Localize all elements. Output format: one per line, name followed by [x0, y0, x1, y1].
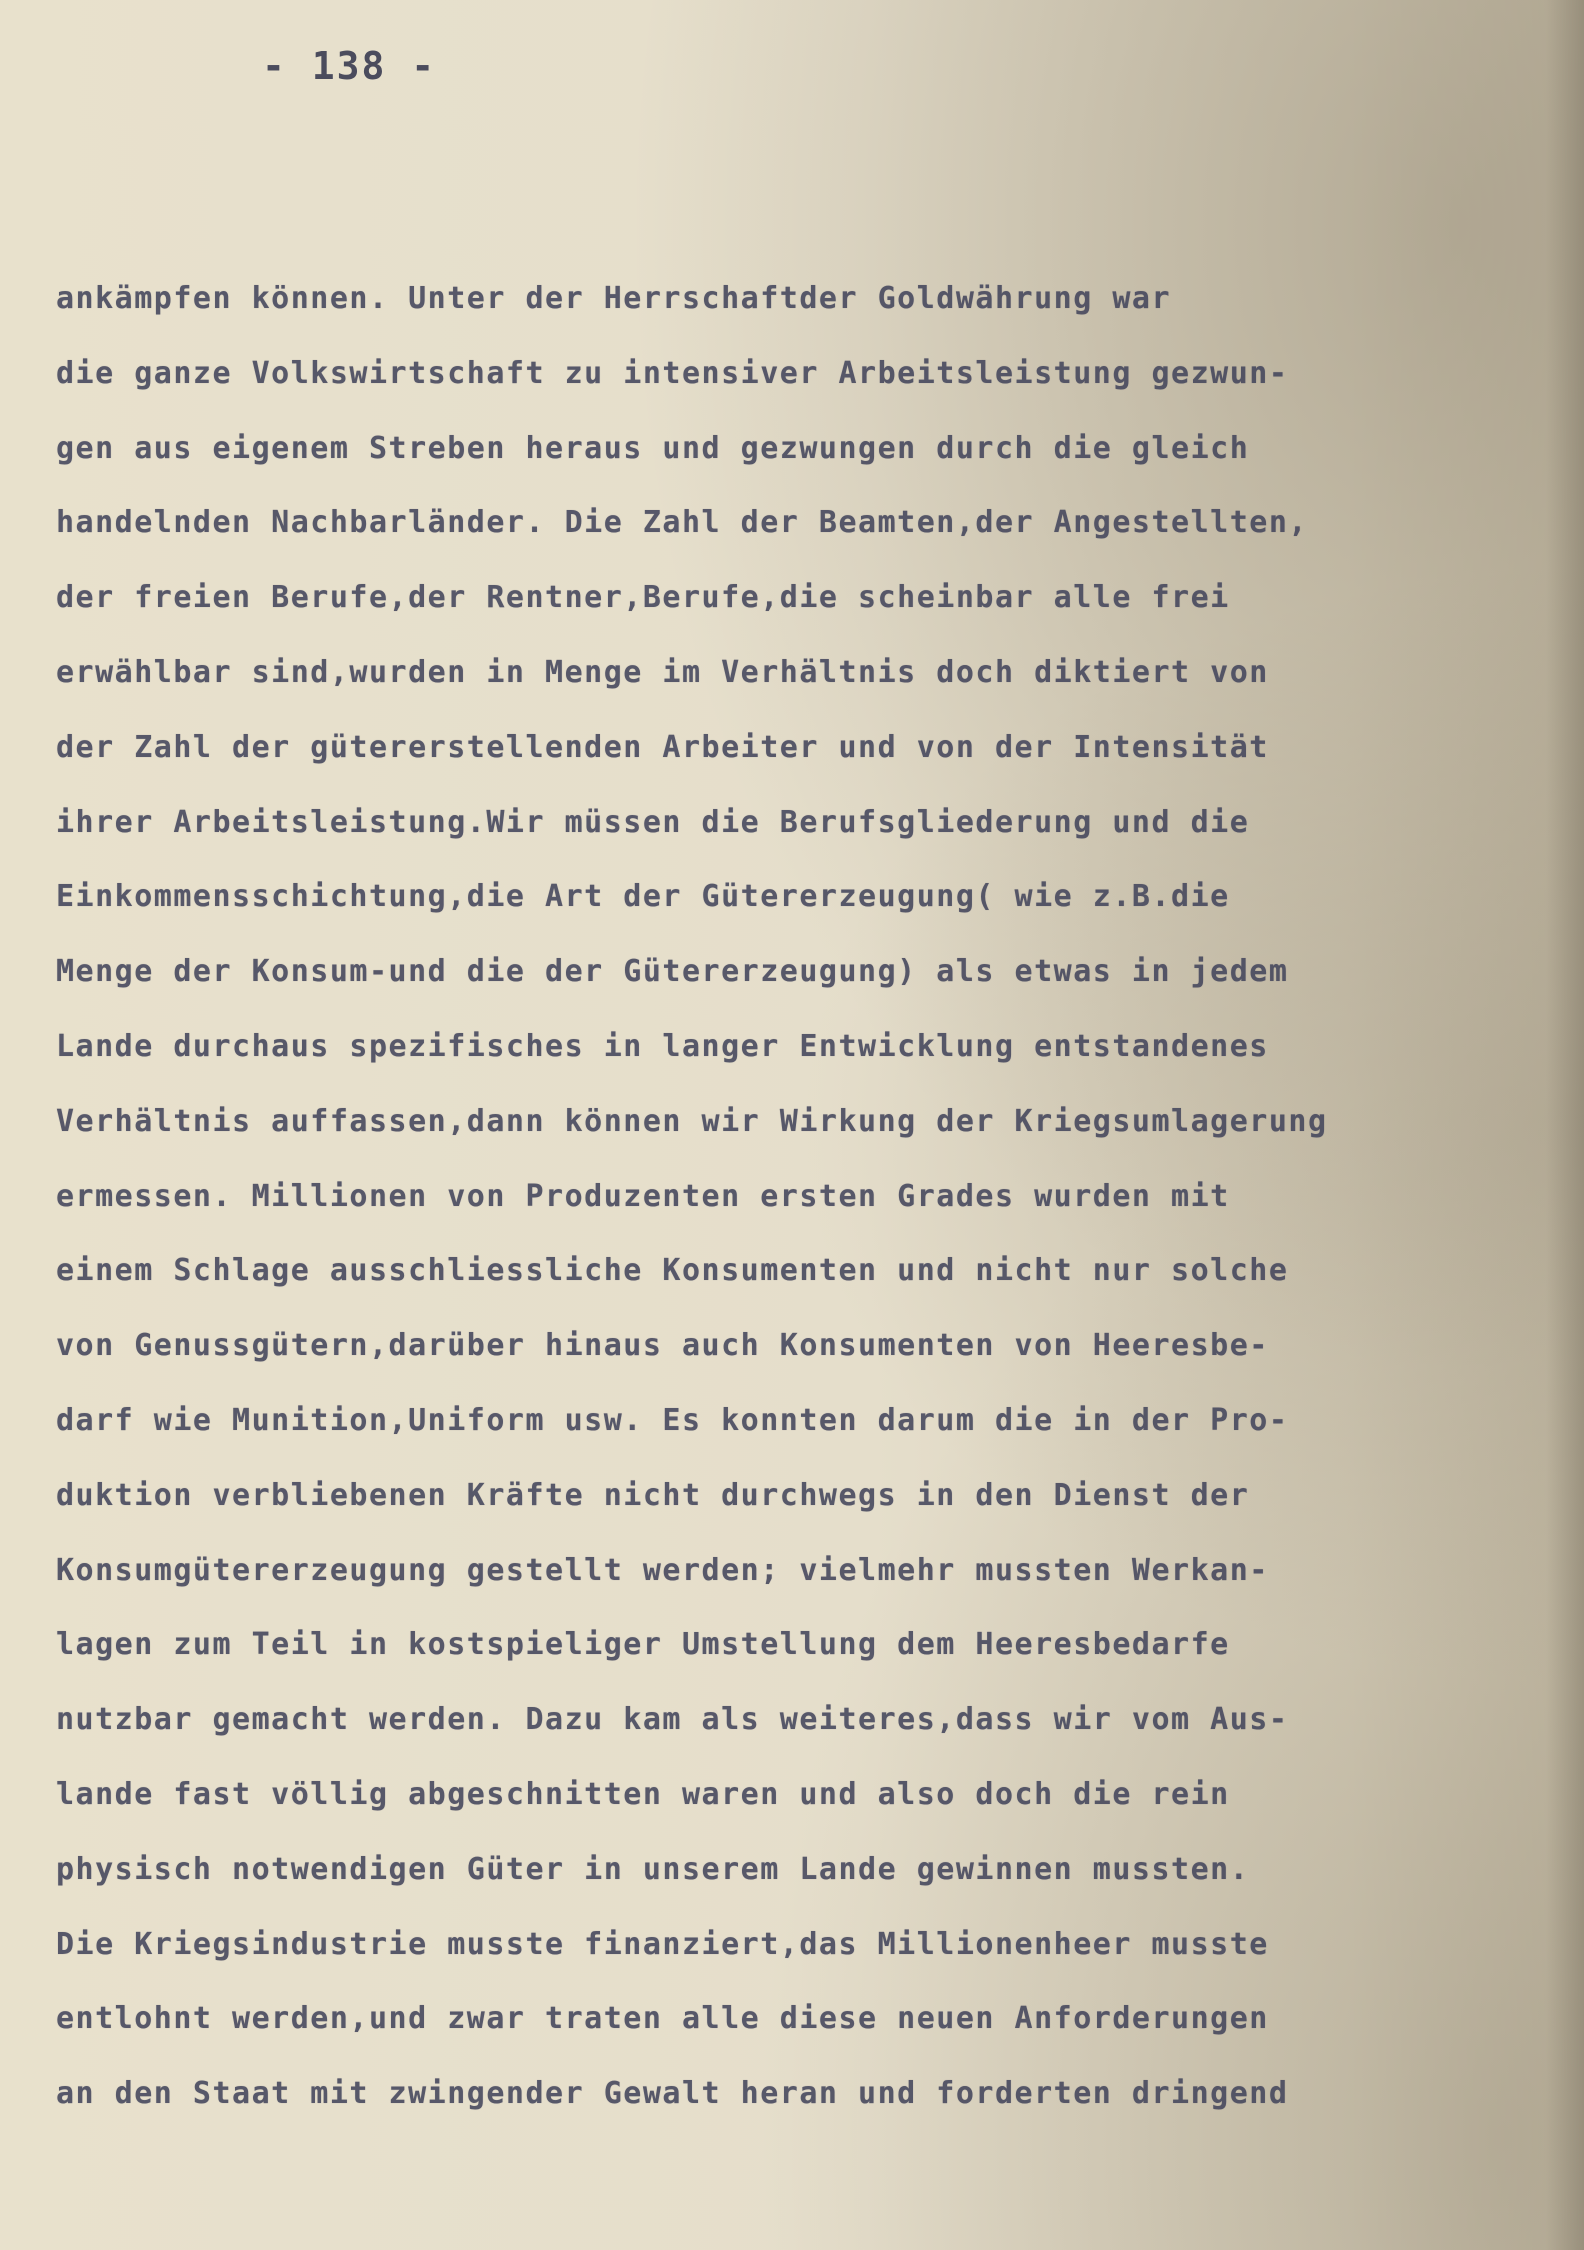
text-line: Die Kriegsindustrie musste finanziert,das Millionenheer musste — [56, 1926, 1269, 1962]
text-line: die ganze Volkswirtschaft zu intensiver Arbeitsleistung gezwun- — [56, 355, 1289, 391]
text-line: nutzbar gemacht werden. Dazu kam als weiteres,dass wir vom Aus- — [56, 1702, 1289, 1738]
text-line: darf wie Munition,Uniform usw. Es konnten darum die in der Pro- — [56, 1402, 1289, 1438]
text-line: lagen zum Teil in kostspieliger Umstellung dem Heeresbedarfe — [56, 1627, 1230, 1663]
text-line: Konsumgütererzeugung gestellt werden; vielmehr mussten Werkan- — [56, 1552, 1269, 1588]
body-text — [56, 262, 1526, 2132]
text-line: Lande durchaus spezifisches in langer Entwicklung entstandenes — [56, 1028, 1269, 1064]
text-line: an den Staat mit zwingender Gewalt heran und forderten dringend — [56, 2076, 1289, 2112]
text-line: physisch notwendigen Güter in unserem Lande gewinnen mussten. — [56, 1851, 1250, 1887]
text-line: ihrer Arbeitsleistung.Wir müssen die Berufsgliederung und die — [56, 804, 1250, 840]
text-line: ermessen. Millionen von Produzenten ersten Grades wurden mit — [56, 1178, 1230, 1214]
text-line: entlohnt werden,und zwar traten alle diese neuen Anforderungen — [56, 2001, 1269, 2037]
text-line: erwählbar sind,wurden in Menge im Verhältnis doch diktiert von — [56, 654, 1269, 690]
page-edge-shadow — [1546, 0, 1584, 2250]
text-line: Verhältnis auffassen,dann können wir Wirkung der Kriegsumlagerung — [56, 1103, 1328, 1139]
text-line: Einkommensschichtung,die Art der Gütererzeugung( wie z.B.die — [56, 879, 1230, 915]
text-line: lande fast völlig abgeschnitten waren und also doch die rein — [56, 1776, 1230, 1812]
text-line: handelnden Nachbarländer. Die Zahl der Beamten,der Angestellten, — [56, 505, 1308, 541]
text-line: der Zahl der gütererstellenden Arbeiter und von der Intensität — [56, 729, 1269, 765]
text-line: von Genussgütern,darüber hinaus auch Konsumenten von Heeresbe- — [56, 1328, 1269, 1364]
text-line: duktion verbliebenen Kräfte nicht durchwegs in den Dienst der — [56, 1477, 1250, 1513]
text-line: ankämpfen können. Unter der Herrschaftder Goldwährung war — [56, 281, 1172, 316]
text-line: der freien Berufe,der Rentner,Berufe,die scheinbar alle frei — [56, 580, 1230, 616]
text-line: gen aus eigenem Streben heraus und gezwungen durch die gleich — [56, 430, 1250, 466]
page-number: - 138 - — [262, 44, 437, 88]
text-line: Menge der Konsum-und die der Gütererzeugung) als etwas in jedem — [56, 954, 1289, 990]
text-line: einem Schlage ausschliessliche Konsumenten und nicht nur solche — [56, 1253, 1289, 1289]
